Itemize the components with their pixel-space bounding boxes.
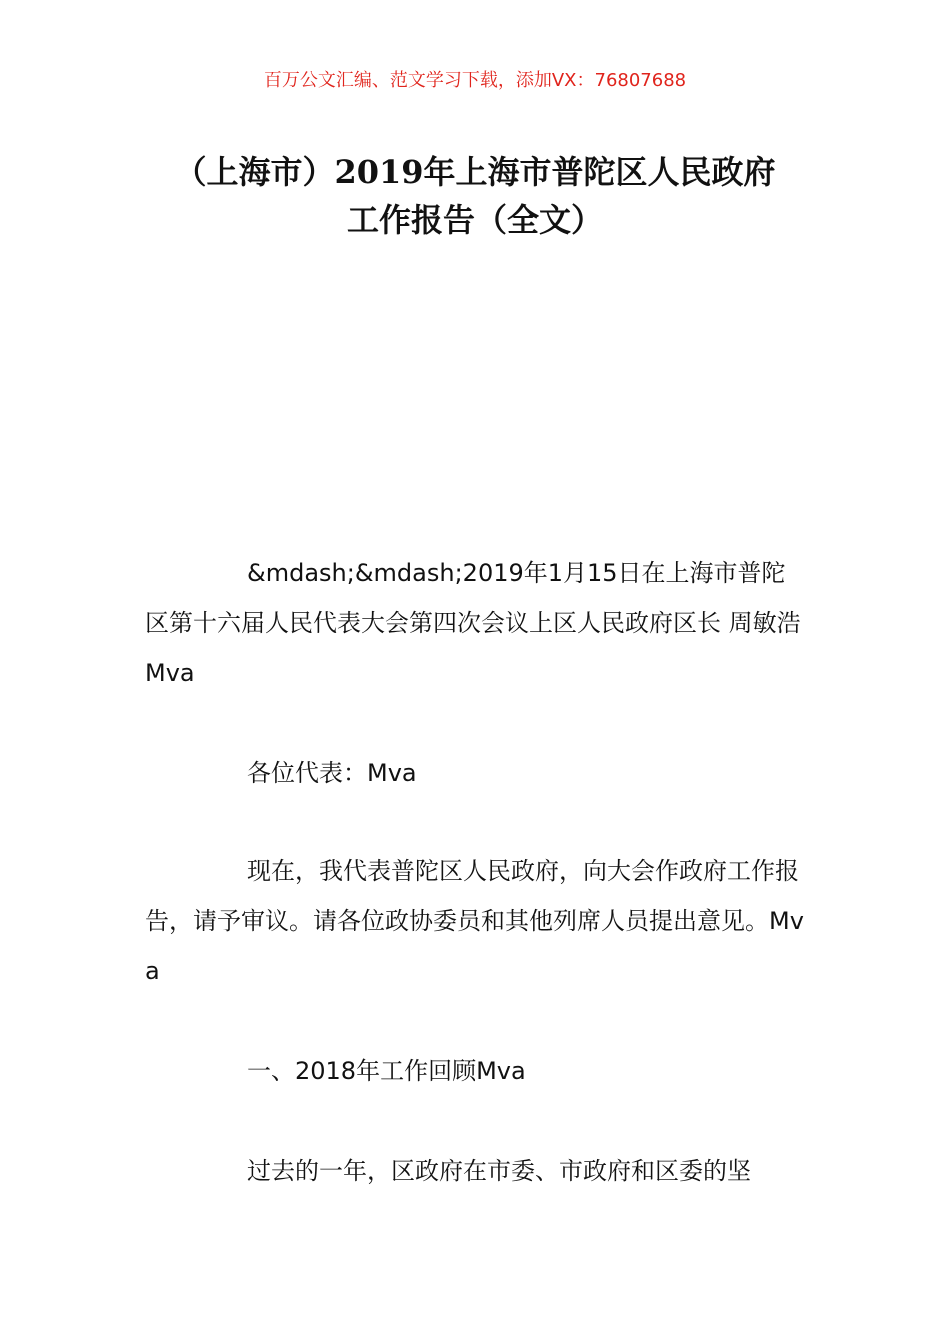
header-watermark-note: 百万公文汇编、范文学习下载，添加VX：76807688 [263,70,687,91]
document-title-line-2: 工作报告（全文） [346,201,603,239]
paragraph-meeting-info: &mdash;&mdash;2019年1月15日在上海市普陀区第十六届人民代表大会第四次会议上区人民政府区长 周敏浩Mva [145,559,801,687]
paragraph-salutation: 各位代表：Mva [247,759,417,787]
paragraph-introduction: 现在，我代表普陀区人民政府，向大会作政府工作报告，请予审议。请各位政协委员和其他列席人员提出意见。Mva [145,857,804,985]
paragraph-past-year: 过去的一年，区政府在市委、市政府和区委的坚 [247,1157,751,1185]
document-title [145,148,805,244]
section-heading-2018-review: 一、2018年工作回顾Mva [247,1057,526,1085]
document-title-line-1: （上海市）2019年上海市普陀区人民政府 [174,153,776,191]
